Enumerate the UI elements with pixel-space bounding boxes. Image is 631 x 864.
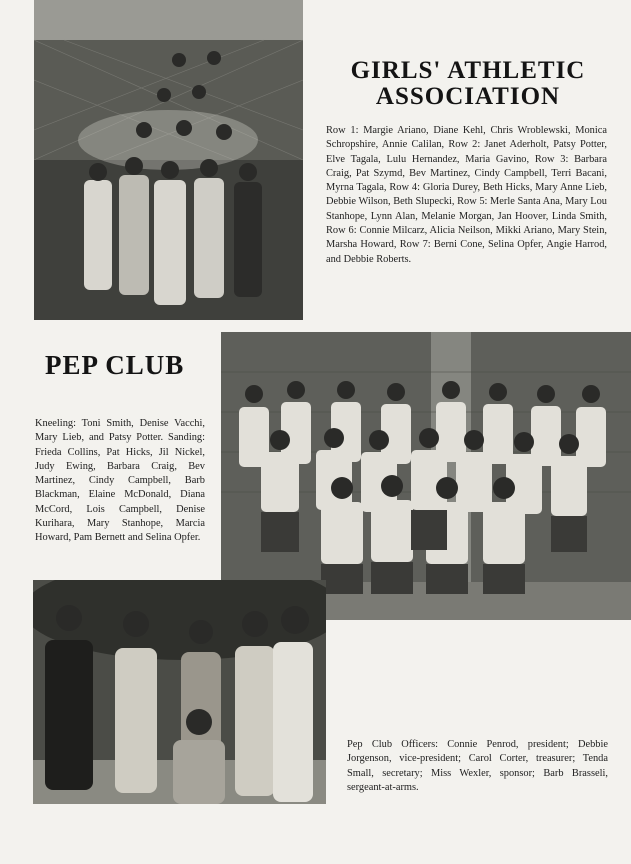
- pep-club-officers-caption: Pep Club Officers: Connie Penrod, president; Debbie Jorgenson, vice-president; Carol Corter, treasurer; Tenda Small, secretary; Miss Wexler, sponsor; Barb Brasseli, sergeant-at-arms.: [347, 739, 608, 793]
- gaa-group-photo: [34, 0, 303, 320]
- pep-club-group-photo: [221, 332, 631, 620]
- gaa-title-line1: GIRLS' ATHLETIC: [350, 57, 586, 84]
- gaa-title: [318, 58, 618, 111]
- pep-club-caption: Kneeling: Toni Smith, Denise Vacchi, Mary Lieb, and Patsy Potter. Sanding: Frieda Collins, Pat Hicks, Jil Nickel, Judy Ewing, Barbara Craig, Bev Martinez, Cindy Campbell, Barb Blackman, Elaine McDonald, Diana McCord, Lois Campbell, Denise Kurihara, Mary Stanhope, Marcia Howard, Pam Bernett and Selina Opfer.: [35, 418, 205, 544]
- pep-club-title: PEP CLUB: [45, 350, 185, 380]
- gaa-title-line2: ASSOCIATION: [375, 83, 561, 111]
- pep-club-officers-photo: [33, 580, 326, 804]
- gaa-caption: Row 1: Margie Ariano, Diane Kehl, Chris Wroblewski, Monica Schropshire, Annie Calilan, Row 2: Janet Aderholt, Patsy Potter, Elve Tagala, Lulu Hernandez, Maria Gavino, Row 3: Barbara Craig, Pat Szymd, Bev Martinez, Cindy Campbell, Terri Bacani, Myrna Tagala, Row 4: Gloria Durey, Beth Hicks, Mary Anne Lieb, Debbie Wilson, Beth Slupecki, Row 5: Merle Santa Ana, Mary Lou Stanhope, Lynn Alan, Melanie Morgan, Jan Hoover, Linda Smith, Row 6: Connie Milcarz, Alicia Neilson, Mikki Ariano, Mary Stein, Marsha Howard, Row 7: Berni Cone, Selina Opfer, Angie Harrod, and Debbie Roberts.: [326, 125, 607, 265]
